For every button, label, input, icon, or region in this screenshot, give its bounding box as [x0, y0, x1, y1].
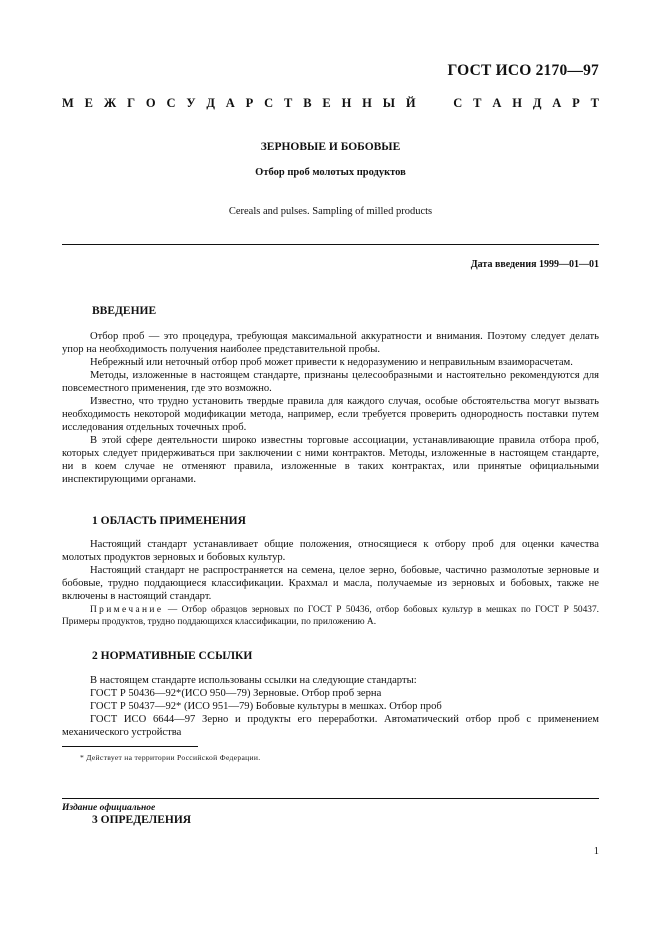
banner-letter: Г: [127, 96, 136, 110]
banner-letter: Н: [512, 96, 522, 110]
banner-letter: С: [264, 96, 274, 110]
introduction-date: Дата введения 1999—01—01: [470, 259, 599, 270]
note-text: — Отбор образцов зерновых по ГОСТ Р 50436, отбор бобовых культур в мешках по ГОСТ Р 50437. Примеры продуктов, трудно поддающихся классификации, по приложению А.: [62, 605, 599, 627]
banner-letter: Д: [206, 96, 215, 110]
banner-letter: Р: [245, 96, 254, 110]
reference-item: ГОСТ Р 50437—92* (ИСО 951—79) Бобовые культуры в мешках. Отбор проб: [90, 701, 442, 712]
banner-letter: А: [225, 96, 235, 110]
banner-letter: Д: [532, 96, 542, 110]
banner-letter: Н: [362, 96, 372, 110]
banner-letter: С: [453, 96, 463, 110]
note-label: Примечание: [90, 605, 164, 615]
footnote-divider: [62, 746, 198, 747]
banner-letter: Е: [322, 96, 331, 110]
paragraph: Отбор проб — это процедура, требующая максимальной аккуратности и внимания. Поэтому следует делать упор на необходимость получения наиболее представительной пробы.: [62, 331, 599, 355]
section-3-heading: 3 ОПРЕДЕЛЕНИЯ: [92, 814, 192, 826]
paragraph: Настоящий стандарт устанавливает общие положения, относящиеся к отбору проб для оценки качества молотых продуктов зерновых и бобовых культур.: [62, 539, 599, 563]
section-2-body: [62, 674, 599, 739]
page-number: 1: [593, 846, 599, 857]
banner-word-gap: [426, 96, 442, 111]
paragraph: Методы, изложенные в настоящем стандарте, признаны целесообразными и настоятельно рекомендуются для повсеместного применения, где это возможно.: [62, 370, 599, 394]
footnote: * Действует на территории Российской Федерации.: [80, 753, 261, 762]
banner-letter: А: [552, 96, 562, 110]
banner-letter: Н: [341, 96, 352, 110]
banner-letter: Т: [284, 96, 293, 110]
banner-letter: Р: [572, 96, 580, 110]
introduction-heading: ВВЕДЕНИЕ: [92, 305, 157, 317]
paragraph: В настоящем стандарте использованы ссылки на следующие стандарты:: [90, 675, 417, 686]
section-1-body: [62, 538, 599, 603]
banner-letter: Ы: [382, 96, 396, 110]
standard-code: ГОСТ ИСО 2170—97: [447, 62, 599, 79]
banner-letter: О: [145, 96, 156, 110]
paragraph: Настоящий стандарт не распространяется на семена, целое зерно, бобовые, частично размолотые зерновые и бобовые, трудно поддающиеся классификации. Крахмал и масла, получаемые из зерновых и бобовых, также не включены в настоящий стандарт.: [62, 565, 599, 602]
reference-item: ГОСТ ИСО 6644—97 Зерно и продукты его переработки. Автоматический отбор проб с применением механического устройства: [62, 714, 599, 738]
banner-letter: С: [166, 96, 176, 110]
banner-letter: Ж: [103, 96, 117, 110]
banner-letter: Е: [84, 96, 93, 110]
banner-letter: А: [492, 96, 502, 110]
document-subtitle: Отбор проб молотых продуктов: [255, 167, 406, 178]
title-divider: [62, 244, 599, 245]
edition-divider: [62, 798, 599, 799]
section-1-heading: 1 ОБЛАСТЬ ПРИМЕНЕНИЯ: [92, 515, 246, 527]
paragraph: Небрежный или неточный отбор проб может привести к недоразумению и неправильным взаиморасчетам.: [90, 357, 573, 368]
paragraph: Известно, что трудно установить твердые правила для каждого случая, особые обстоятельства могут вызвать необходимость некоторой модификации метода, например, если требуется проверить однородность поставки путем исследования отдельных точечных проб.: [62, 396, 599, 433]
introduction-body: [62, 330, 599, 486]
section-1-note: [62, 604, 599, 628]
section-2-heading: 2 НОРМАТИВНЫЕ ССЫЛКИ: [92, 650, 253, 662]
document-title: ЗЕРНОВЫЕ И БОБОВЫЕ: [260, 141, 401, 153]
interstate-standard-banner: [62, 96, 599, 111]
reference-item: ГОСТ Р 50436—92*(ИСО 950—79) Зерновые. Отбор проб зерна: [90, 688, 382, 699]
banner-letter: В: [303, 96, 312, 110]
banner-letter: Т: [473, 96, 482, 110]
paragraph: В этой сфере деятельности широко известны торговые ассоциации, устанавливающие правила отбора проб, которых следует придерживаться при заключении с ними контрактов. Методы, изложенные в настоящем стандарте, ни в коем случае не отменяют правила, изложенные в таких контрактах, или принятые официальными инспектирующими органами.: [62, 435, 599, 485]
edition-label: Издание официальное: [62, 803, 156, 813]
banner-letter: Й: [405, 96, 416, 110]
document-title-english: Cereals and pulses. Sampling of milled products: [228, 206, 433, 217]
banner-letter: У: [186, 96, 196, 110]
banner-letter: М: [62, 96, 74, 110]
banner-letter: Т: [590, 96, 599, 110]
